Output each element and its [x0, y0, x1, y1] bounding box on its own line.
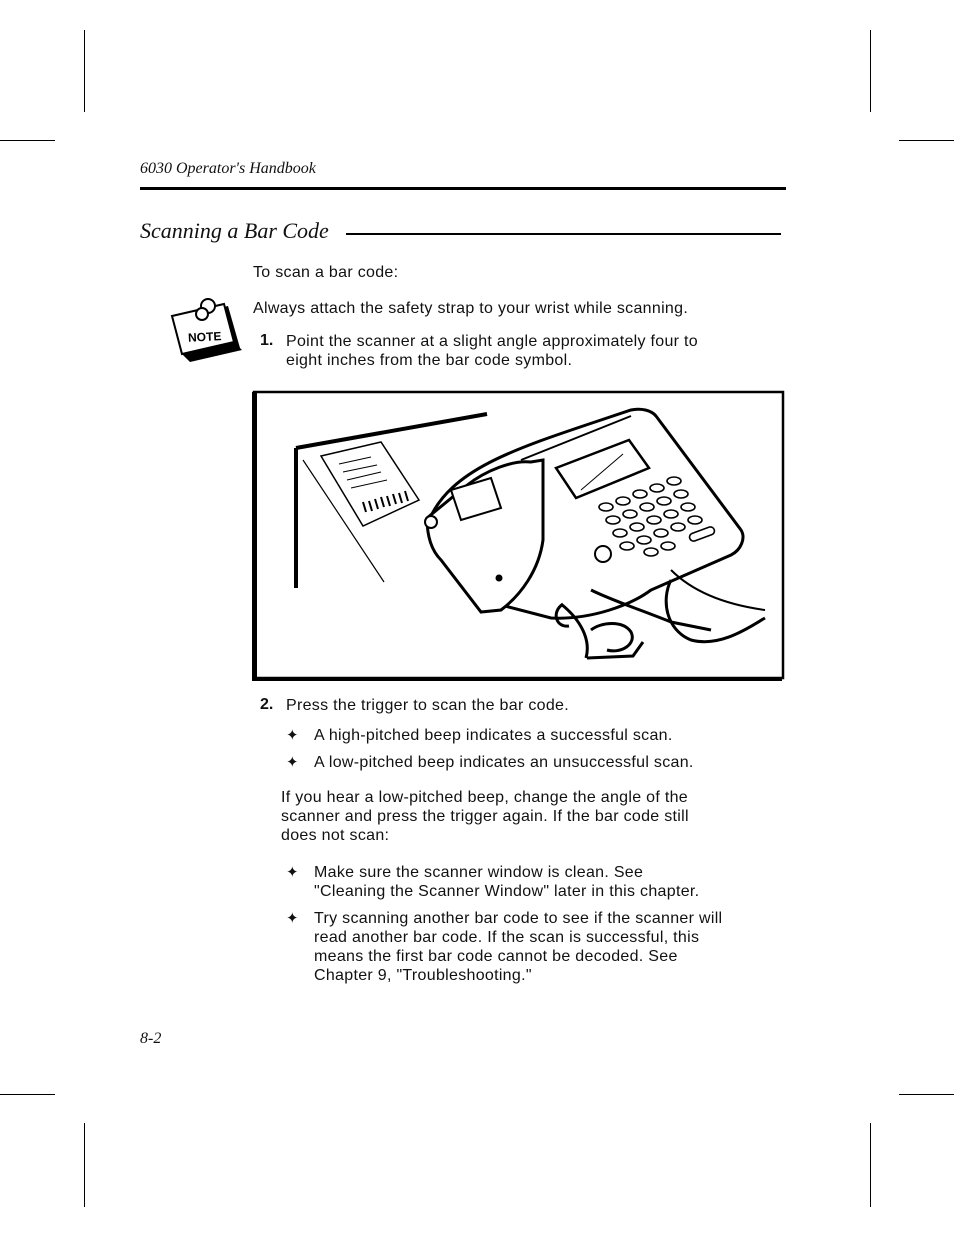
- bullet-text-line: means the first bar code cannot be decoded. See: [314, 948, 678, 965]
- crop-mark: [870, 1123, 871, 1207]
- bullet-symbol: ✦: [286, 864, 299, 881]
- crop-mark: [84, 30, 85, 112]
- title-rule: [346, 233, 781, 235]
- note-text: Always attach the safety strap to your wrist while scanning.: [253, 300, 689, 317]
- bullet-text-line: Chapter 9, "Troubleshooting.": [314, 967, 532, 984]
- crop-mark: [0, 140, 55, 141]
- bullet-symbol: ✦: [286, 727, 299, 744]
- section-title: Scanning a Bar Code: [140, 218, 329, 243]
- step-text-line: Press the trigger to scan the bar code.: [286, 697, 569, 714]
- bullet-text-line: Make sure the scanner window is clean. See: [314, 864, 644, 881]
- bullet-text-line: read another bar code. If the scan is successful, this: [314, 929, 700, 946]
- bullet-text: A high-pitched beep indicates a successful scan.: [314, 727, 673, 744]
- crop-mark: [84, 1123, 85, 1207]
- bullet-text-line: Try scanning another bar code to see if the scanner will: [314, 910, 723, 927]
- advice-line: If you hear a low-pitched beep, change the angle of the: [281, 789, 688, 806]
- advice-line: does not scan:: [281, 827, 390, 844]
- bullet-text: A low-pitched beep indicates an unsuccessful scan.: [314, 754, 694, 771]
- page-number: 8-2: [140, 1030, 162, 1047]
- step-number: 2.: [260, 696, 274, 713]
- header-rule: [140, 187, 786, 190]
- crop-mark: [899, 1094, 954, 1095]
- bullet-symbol: ✦: [286, 910, 299, 927]
- crop-mark: [899, 140, 954, 141]
- bullet-symbol: ✦: [286, 754, 299, 771]
- intro-text: To scan a bar code:: [253, 264, 399, 281]
- scanner-illustration: [251, 390, 785, 682]
- crop-mark: [870, 30, 871, 112]
- note-icon: [168, 296, 244, 374]
- bullet-text-line: "Cleaning the Scanner Window" later in this chapter.: [314, 883, 700, 900]
- note-icon-label: NOTE: [187, 329, 222, 345]
- crop-mark: [0, 1094, 55, 1095]
- step-number: 1.: [260, 332, 274, 349]
- step-text-line: Point the scanner at a slight angle approximately four to: [286, 333, 698, 350]
- running-head: 6030 Operator's Handbook: [140, 160, 316, 177]
- step-text-line: eight inches from the bar code symbol.: [286, 352, 573, 369]
- advice-line: scanner and press the trigger again. If the bar code still: [281, 808, 689, 825]
